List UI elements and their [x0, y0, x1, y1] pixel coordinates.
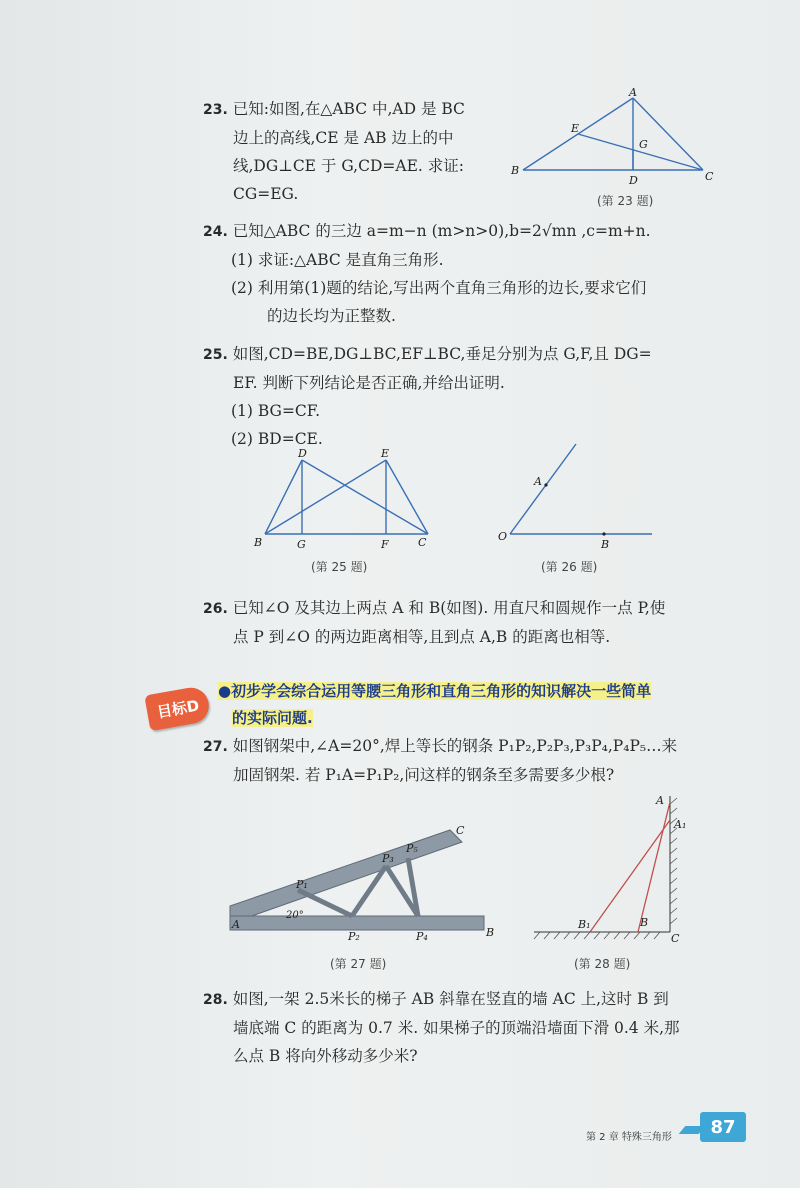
- figure-27: [222, 818, 500, 948]
- figure-caption: (第 25 题): [311, 560, 368, 574]
- hatching: [534, 798, 677, 939]
- label-p3: P₃: [382, 852, 394, 865]
- problem-23: [203, 95, 503, 208]
- problem-text-line: 加固钢架. 若 P₁A=P₁P₂,问这样的钢条至多需要多少根?: [233, 766, 615, 784]
- figure-caption: (第 26 题): [541, 560, 598, 574]
- label-p1: P₁: [296, 878, 308, 891]
- problem-25: [203, 340, 763, 453]
- line-ec: [386, 460, 428, 534]
- figure-caption: (第 27 题): [330, 957, 387, 971]
- problem-24: [203, 217, 763, 330]
- label-d: D: [629, 174, 638, 187]
- label-e: E: [571, 122, 580, 135]
- label-d: D: [298, 447, 307, 460]
- ladders: [590, 802, 670, 932]
- goal-statement: [218, 678, 738, 732]
- label-g: G: [297, 538, 306, 551]
- label-c: C: [418, 536, 427, 549]
- label-b1: B₁: [578, 918, 591, 931]
- problem-text-line: CG=EG.: [233, 185, 299, 203]
- sub-question: (2) 利用第(1)题的结论,写出两个直角三角形的边长,要求它们: [231, 279, 647, 297]
- problem-text-line: 如图,一架 2.5米长的梯子 AB 斜靠在竖直的墙 AC 上,这时 B 到: [232, 990, 669, 1008]
- label-g: G: [639, 138, 648, 151]
- label-f: F: [381, 538, 389, 551]
- problem-number: 27.: [203, 739, 228, 755]
- point-a: [544, 483, 547, 486]
- label-a1: A₁: [674, 818, 687, 831]
- label-a: A: [534, 475, 542, 488]
- lower-steel-beam: [230, 916, 484, 930]
- upper-steel-beam: [230, 830, 462, 918]
- line-dc: [302, 460, 428, 534]
- label-o: O: [498, 530, 508, 543]
- problem-text-line: 线,DG⊥CE 于 G,CD=AE. 求证:: [233, 157, 464, 175]
- label-b: B: [486, 926, 495, 939]
- problem-28: [203, 985, 763, 1070]
- problem-text-line: EF. 判断下列结论是否正确,并给出证明.: [233, 374, 505, 392]
- sub-question: (1) BG=CF.: [231, 402, 321, 420]
- problem-text-line: 么点 B 将向外移动多少米?: [233, 1047, 418, 1065]
- figure-26: [492, 440, 662, 552]
- problem-text-line: 已知△ABC 的三边 a=m−n (m>n>0),b=2√mn ,c=m+n.: [232, 222, 651, 240]
- problem-text-line: 已知:如图,在△ABC 中,AD 是 BC: [232, 100, 465, 118]
- label-b: B: [254, 536, 263, 549]
- problem-26: [203, 594, 763, 651]
- problem-number: 26.: [203, 601, 228, 617]
- problem-text-line: 已知∠O 及其边上两点 A 和 B(如图). 用直尺和圆规作一点 P,使: [232, 599, 666, 617]
- angle-label: 20°: [286, 910, 304, 921]
- label-e: E: [381, 447, 390, 460]
- label-c: C: [671, 932, 680, 945]
- problem-number: 28.: [203, 992, 228, 1008]
- problem-number: 24.: [203, 224, 228, 240]
- label-a: A: [629, 88, 637, 99]
- problem-number: 23.: [203, 102, 228, 118]
- label-c: C: [456, 824, 465, 837]
- label-p4: P₄: [416, 930, 428, 943]
- label-p2: P₂: [348, 930, 360, 943]
- label-p5: P₅: [406, 842, 418, 855]
- problem-27: [203, 732, 763, 789]
- sub-question: 的边长均为正整数.: [267, 307, 396, 325]
- problem-text-line: 如图,CD=BE,DG⊥BC,EF⊥BC,垂足分别为点 G,F,且 DG=: [232, 345, 652, 363]
- figure-caption: (第 28 题): [574, 957, 631, 971]
- goal-line: 的实际问题.: [232, 709, 313, 727]
- sub-question: (2) BD=CE.: [231, 430, 323, 448]
- problem-text-line: 如图钢架中,∠A=20°,焊上等长的钢条 P₁P₂,P₂P₃,P₃P₄,P₄P₅…来: [232, 737, 678, 755]
- goal-line: ●初步学会综合运用等腰三角形和直角三角形的知识解决一些简单: [218, 682, 652, 700]
- label-a: A: [656, 794, 664, 807]
- goal-badge: 目标D: [144, 685, 211, 731]
- label-b: B: [640, 916, 649, 929]
- label-a: A: [232, 918, 240, 931]
- chapter-label: 第 2 章 特殊三角形: [586, 1132, 672, 1143]
- figure-23: [505, 88, 725, 198]
- label-b: B: [511, 164, 520, 177]
- figure-28: [530, 790, 690, 950]
- figure-caption: (第 23 题): [597, 194, 654, 208]
- sub-question: (1) 求证:△ABC 是直角三角形.: [231, 251, 444, 269]
- label-c: C: [705, 170, 714, 183]
- wall-and-ground: [534, 796, 670, 932]
- problem-text-line: 墙底端 C 的距离为 0.7 米. 如果梯子的顶端沿墙面下滑 0.4 米,那: [233, 1019, 680, 1037]
- label-b: B: [601, 538, 610, 551]
- problem-number: 25.: [203, 347, 228, 363]
- page-number: 87: [700, 1112, 746, 1142]
- point-b: [602, 532, 605, 535]
- problem-text-line: 边上的高线,CE 是 AB 边上的中: [233, 129, 454, 147]
- ray-oa: [510, 444, 576, 534]
- figure-25: [250, 446, 440, 556]
- problem-text-line: 点 P 到∠O 的两边距离相等,且到点 A,B 的距离也相等.: [233, 628, 611, 646]
